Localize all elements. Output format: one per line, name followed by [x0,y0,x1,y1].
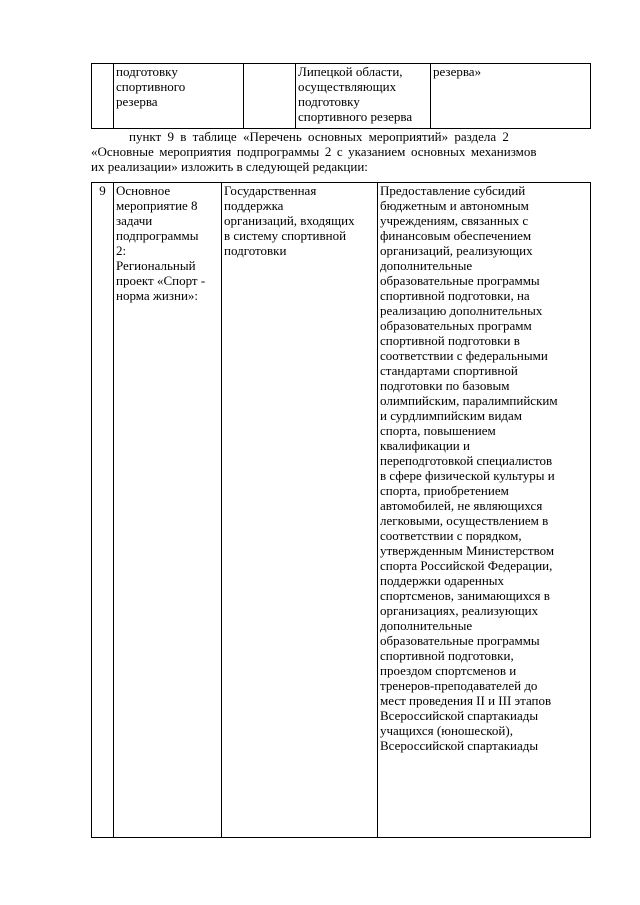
cell-text-line: спорта Российской Федерации, [380,558,553,573]
table-cell-measure [114,183,222,838]
cell-text-line: организациях, реализующих [380,603,539,618]
cell-text-line: учащихся (юношеской), [380,723,513,738]
cell-text-line: утвержденным Министерством [380,543,555,558]
cell-text-line: образовательных программ [380,318,532,333]
cell-text-line: спорта, повышением [380,423,496,438]
measures-table [91,182,591,838]
cell-text-line: проект «Спорт - [116,273,206,288]
cell-text-line: резерва [116,94,158,109]
cell-text-line: тренеров-преподавателей до [380,678,538,693]
cell-text-line: финансовым обеспечением [380,228,532,243]
cell-text-line: спортивной подготовки в [380,333,520,348]
table-cell-support [222,183,378,838]
cell-text-line: дополнительные [380,618,473,633]
cell-text-line: соответствии с федеральными [380,348,548,363]
cell-text-line: учреждениям, связанных с [380,213,529,228]
cell-text-line: бюджетным и автономным [380,198,529,213]
cell-text-line: поддержка [224,198,284,213]
cell-text-line: и сурдлимпийским видам [380,408,523,423]
cell-text-line: легковыми, осуществлением в [380,513,549,528]
cell-text-line: Всероссийской спартакиады [380,708,539,723]
cell-text-line: в сфере физической культуры и [380,468,555,483]
cell-text-line: дополнительные [380,258,473,273]
table-cell-empty [244,64,296,129]
paragraph-line: их реализации» изложить в следующей редакции: [91,159,368,174]
cell-text-line: спортивного [116,79,186,94]
cell-text-line: Основное [116,183,171,198]
cell-text-line: резерва» [433,64,482,79]
cell-text-line: Предоставление субсидий [380,183,526,198]
cell-text-line: спортсменов, занимающихся в [380,588,550,603]
cell-text-line: спортивной подготовки, на [380,288,530,303]
table-cell-mechanism [378,183,591,838]
cell-text-line: мероприятие 8 [116,198,198,213]
cell-text-line: мест проведения II и III этапов [380,693,552,708]
cell-text-line: подготовку [116,64,178,79]
cell-text-line: автомобилей, не являющихся [380,498,543,513]
cell-text-line: реализацию дополнительных [380,303,543,318]
cell-text-line: спортивного резерва [298,109,413,124]
table-row [92,64,591,129]
table-cell-task [114,64,244,129]
cell-text-line: осуществляющих [298,79,397,94]
cell-text-line: образовательные программы [380,633,540,648]
cell-text-line: поддержки одаренных [380,573,505,588]
cell-text-line: образовательные программы [380,273,540,288]
cell-text-line: норма жизни»: [116,288,199,303]
cell-text-line: олимпийским, паралимпийским [380,393,558,408]
cell-text-line: 2: [116,243,127,258]
cell-text-line: спорта, приобретением [380,483,509,498]
cell-text-line: подготовку [298,94,360,109]
cell-text-line: квалификации и [380,438,470,453]
cell-text-line: Региональный [116,258,196,273]
cell-text-line: Всероссийской спартакиады [380,738,539,753]
cell-text-line: соответствии с порядком, [380,528,522,543]
cell-text-line: в систему спортивной [224,228,347,243]
paragraph-line: «Основные мероприятия подпрограммы 2 с указанием основных механизмов [91,144,537,159]
cell-text-line: стандартами спортивной [380,363,518,378]
cell-text-line: Липецкой области, [298,64,403,79]
cell-text-line: задачи [116,213,153,228]
paragraph-line: пункт 9 в таблице «Перечень основных мероприятий» раздела 2 [129,129,509,144]
table-cell-reserve [431,64,591,129]
table-cell-number [92,64,114,129]
amendment-paragraph [91,129,590,174]
cell-text-line: подготовки по базовым [380,378,510,393]
table-row [92,183,591,838]
cell-text-line: организаций, реализующих [380,243,533,258]
cell-text-line: переподготовкой специалистов [380,453,553,468]
table-cell-organizations [296,64,431,129]
cell-text-line: проездом спортсменов и [380,663,517,678]
continuation-table [91,63,591,129]
cell-text-line: организаций, входящих [224,213,355,228]
cell-text-line: Государственная [224,183,317,198]
cell-text-line: подготовки [224,243,287,258]
table-cell-number: 9 [92,183,114,838]
cell-text-line: спортивной подготовки, [380,648,514,663]
cell-text-line: подпрограммы [116,228,199,243]
